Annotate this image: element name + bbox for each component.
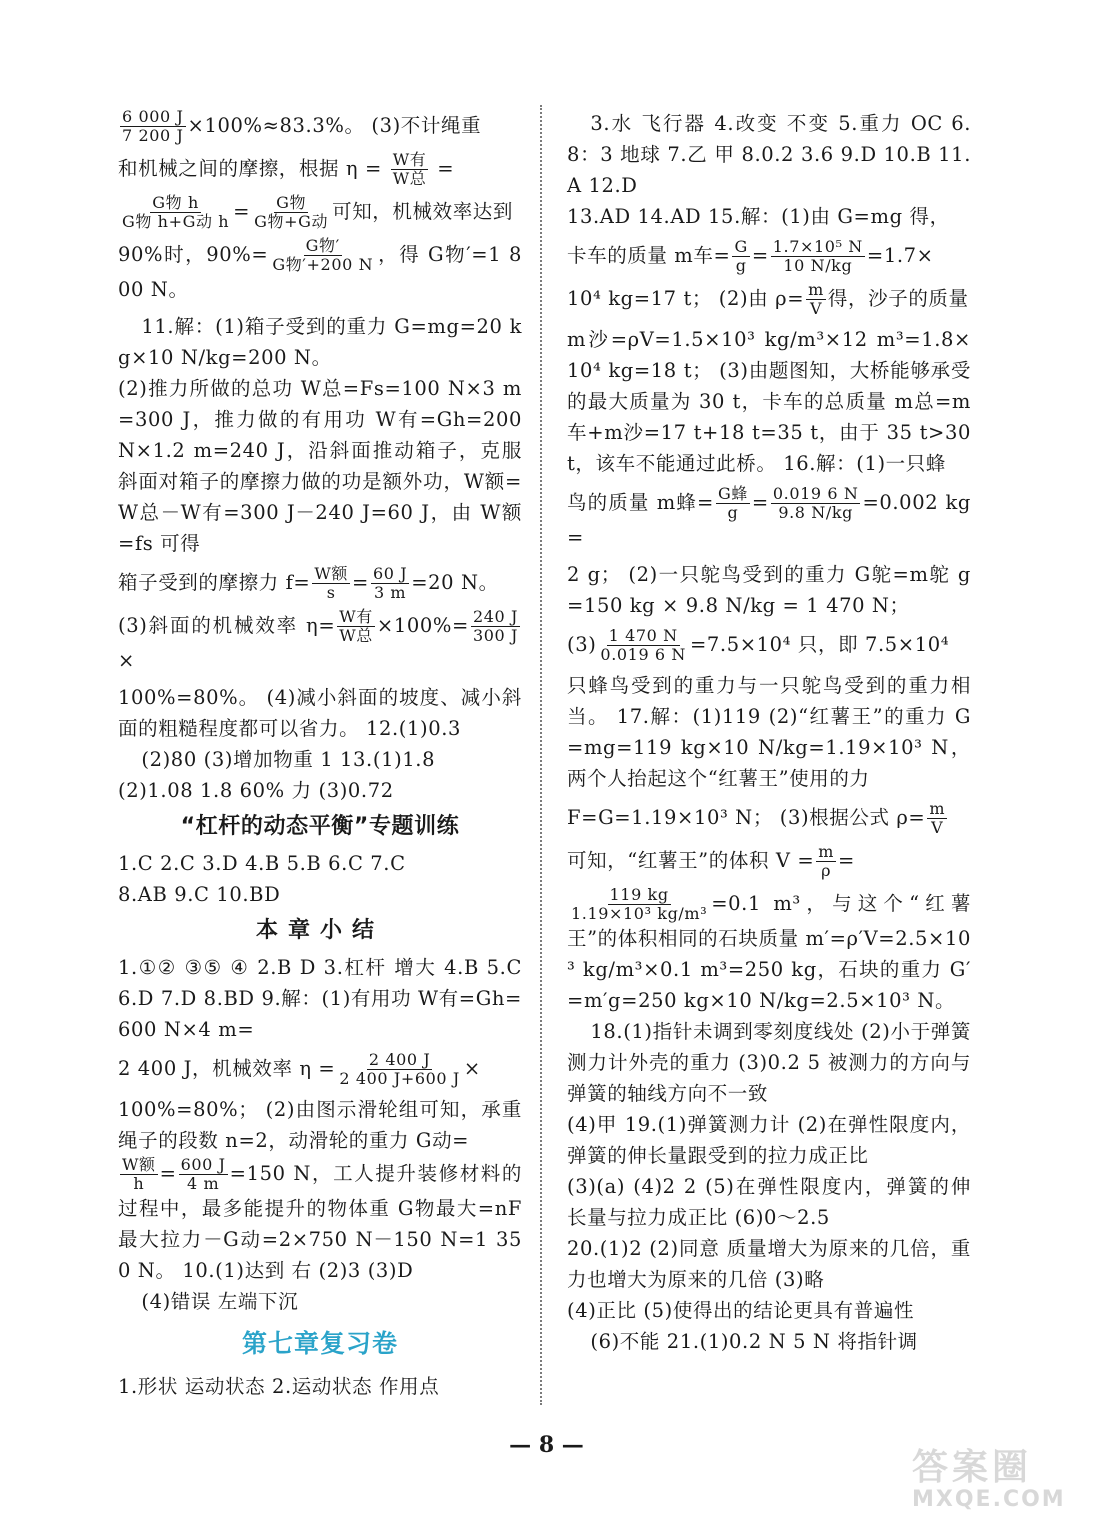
fraction: $\frac{240 J}{300 J}$: [472, 607, 518, 645]
answer-11-c: 箱子受到的摩擦力 f= $\frac{\text{W额}}{s}$ = $\frac{60 J}{3 m}$ =20 N。: [118, 564, 499, 602]
stone-mass: $\frac{119 kg}{\text{1.19×10³ kg/m³}}$ =0.1 m³，与这个“红薯王”的体积相同的石块质量 m′=ρ′V=2.5×10³ kg/m³×0.1 m³=250 kg，石块的重力 G′=m′g=250 kg×10 N/kg=2.5×10³ N。: [567, 885, 972, 1012]
page-number: — 8 —: [509, 1432, 584, 1458]
sand-mass: 10⁴ kg=17 t； (2)由 ρ= $\frac{m}{V}$ 得，沙子的质量: [567, 280, 969, 318]
answer-21: (6)不能 21.(1)0.2 N 5 N 将指针调: [590, 1330, 918, 1353]
lever-answers-1: 1.C 2.C 3.D 4.B 5.B 6.C 7.C: [118, 852, 406, 875]
line-efficiency: $\frac{6 000 J}{7 200 J}$ ×100%≈83.3%。 (3)不计绳重: [122, 107, 482, 145]
right-answers-2: 13.AD 14.AD 15.解：(1)由 G=mg 得，: [567, 205, 950, 228]
summary-5: (4)错误 左端下沉: [141, 1290, 299, 1313]
answer-19-cont: (3)(a) (4)2 2 (5)在弹性限度内，弹簧的伸长量与拉力成正比 (6)0～2.5: [567, 1175, 971, 1229]
fraction: $\frac{\text{1.7×10⁵ N}}{10 N/kg}$: [772, 237, 863, 275]
column-divider: [540, 105, 542, 1405]
force-line: F=G=1.19×10³ N； (3)根据公式 ρ= $\frac{m}{V}$: [567, 799, 946, 837]
answer-12: (2)80 (3)增加物重 1 13.(1)1.8: [141, 748, 436, 771]
bridge-answer: m沙=ρV=1.5×10³ kg/m³×12 m³=1.8×10⁴ kg=18 t； (3)由题图知，大桥能够承受的最大质量为 30 t，卡车的总质量 m总=m车+m沙=17 t+18 t=35 t，由于 35 t>30 t，该车不能通过此桥。 16.解：(1)一只蜂: [567, 328, 971, 475]
hummingbird-mass: 鸟的质量 m蜂= $\frac{\text{G蜂}}{g}$ = $\frac{0.019 6 N}{9.8 N/kg}$ =0.002 kg=: [567, 484, 972, 549]
fraction: $\frac{\text{W额}}{h}$: [122, 1155, 156, 1193]
right-answers-1: 3.水 飞行器 4.改变 不变 5.重力 OC 6.8：3 地球 7.乙 甲 8.0.2 3.6 9.D 10.B 11.A 12.D: [567, 112, 971, 197]
truck-mass: 卡车的质量 m车= $\frac{G}{g}$ = $\frac{\text{1.7×10⁵ N}}{10 N/kg}$ =1.7×: [567, 237, 934, 275]
ratio-line: (3) $\frac{1 470 N}{0.019 6 N}$ =7.5×10⁴ 只，即 7.5×10⁴: [567, 626, 950, 664]
summary-3: 100%=80%； (2)由图示滑轮组可知，承重绳子的段数 n=2，动滑轮的重力 G动=: [118, 1098, 522, 1152]
answer-18: 18.(1)指针未调到零刻度线处 (2)小于弹簧测力计外壳的重力 (3)0.2 5 被测力的方向与弹簧的轴线方向不一致: [567, 1020, 971, 1105]
line-g-formula: $\frac{\text{G物 h}}{\text{G物 h+G动 h}}$ = $\frac{\text{G物}}{\text{G物+G动}}$ 可知，机械效率达到: [122, 193, 513, 231]
fraction: $\frac{0.019 6 N}{9.8 N/kg}$: [772, 484, 859, 522]
fraction: $\frac{m}{\rho}$: [818, 842, 835, 880]
summary-2: 2 400 J，机械效率 η = $\frac{2 400 J}{2 400 J+600 J}$ ×: [118, 1050, 481, 1088]
section-heading-lever: “杠杆的动态平衡”专题训练: [180, 814, 460, 839]
summary-1: 1.①② ③⑤ ④ 2.B D 3.杠杆 增大 4.B 5.C 6.D 7.D 8.BD 9.解：(1)有用功 W有=Gh=600 N×4 m=: [118, 956, 522, 1041]
summary-4: $\frac{\text{W额}}{h}$ = $\frac{600 J}{4 m}$ =150 N，工人提升装修材料的过程中，最多能提升的物体重 G物最大=nF最大拉力－G动=2×750 N－150 N=1 350 N。 10.(1)达到 右 (2)3 (3)D: [118, 1155, 522, 1282]
answer-11-d: (3)斜面的机械效率 η= $\frac{\text{W有}}{\text{W总}}$ ×100%= $\frac{240 J}{300 J}$ ×: [118, 607, 518, 672]
line-90-percent: 90%时，90%= $\frac{\text{G物′}}{\text{G物′+200 N}}$ ，得 G物′=1 800 N。: [118, 236, 522, 301]
answer-11-a: 11.解：(1)箱子受到的重力 G=mg=20 kg×10 N/kg=200 N。: [118, 315, 522, 369]
answer-11-b: (2)推力所做的总功 W总=Fs=100 N×3 m=300 J，推力做的有用功 W有=Gh=200 N×1.2 m=240 J，沿斜面推动箱子，克服斜面对箱子的摩擦力做的功是额外功，W额=W总－W有=300 J－240 J=60 J，由 W额=fs 可得: [118, 377, 522, 555]
fraction: $\frac{6 000 J}{7 200 J}$: [122, 107, 184, 145]
fraction: $\frac{m}{V}$: [808, 280, 824, 318]
lever-answers-2: 8.AB 9.C 10.BD: [118, 883, 281, 906]
fraction: $\frac{119 kg}{\text{1.19×10³ kg/m³}}$: [571, 885, 708, 923]
chapter-title: 第七章复习卷: [241, 1329, 398, 1358]
fraction: $\frac{m}{V}$: [929, 799, 946, 837]
fraction: $\frac{\text{G蜂}}{g}$: [717, 484, 748, 522]
fraction: $\frac{\text{G物′}}{\text{G物′+200 N}}$: [272, 236, 374, 274]
fraction: $\frac{\text{G物 h}}{\text{G物 h+G动 h}}$: [122, 193, 230, 231]
answer-20-cont: (4)正比 (5)使得出的结论更具有普遍性: [567, 1299, 915, 1322]
left-column: [118, 108, 522, 1402]
fraction: $\frac{1 470 N}{0.019 6 N}$: [600, 626, 686, 664]
volume-line: 可知，“红薯王”的体积 V = $\frac{m}{\rho}$ =: [567, 842, 855, 880]
right-column: [567, 108, 971, 1357]
fraction: $\frac{60 J}{3 m}$: [372, 564, 408, 602]
fraction: $\frac{\text{W有}}{\text{W总}}$: [339, 607, 373, 645]
line-eta-formula: 和机械之间的摩擦，根据 η = $\frac{\text{W有}}{\text{W总}}$ =: [118, 150, 455, 188]
chapter-answers-1: 1.形状 运动状态 2.运动状态 作用点: [118, 1375, 440, 1398]
fraction: $\frac{\text{G物}}{\text{G物+G动}}$: [254, 193, 329, 231]
answer-19: (4)甲 19.(1)弹簧测力计 (2)在弹性限度内，弹簧的伸长量跟受到的拉力成正比: [567, 1113, 971, 1167]
fraction: $\frac{\text{W有}}{\text{W总}}$: [392, 150, 427, 188]
fraction: $\frac{G}{g}$: [734, 237, 748, 275]
answer-17: 只蜂鸟受到的重力与一只鸵鸟受到的重力相当。 17.解：(1)119 (2)“红薯王”的重力 G=mg=119 kg×10 N/kg=1.19×10³ N，两个人抬起这个“红薯王”使用的力: [567, 674, 971, 790]
watermark-logo: 答案圈 MXQE.COM: [912, 1447, 1066, 1512]
answer-13: (2)1.08 1.8 60% 力 (3)0.72: [118, 779, 394, 802]
fraction: $\frac{2 400 J}{2 400 J+600 J}$: [339, 1050, 460, 1088]
fraction: $\frac{\text{W额}}{s}$: [314, 564, 349, 602]
answer-11-e: 100%=80%。 (4)减小斜面的坡度、减小斜面的粗糙程度都可以省力。 12.(1)0.3: [118, 686, 522, 740]
fraction: $\frac{600 J}{4 m}$: [180, 1155, 226, 1193]
section-heading-summary: 本章小结: [255, 918, 384, 943]
ostrich-weight: 2 g； (2)一只鸵鸟受到的重力 G鸵=m鸵 g=150 kg × 9.8 N/kg = 1 470 N；: [567, 563, 971, 617]
answer-20: 20.(1)2 (2)同意 质量增大为原来的几倍，重力也增大为原来的几倍 (3)略: [567, 1237, 971, 1291]
